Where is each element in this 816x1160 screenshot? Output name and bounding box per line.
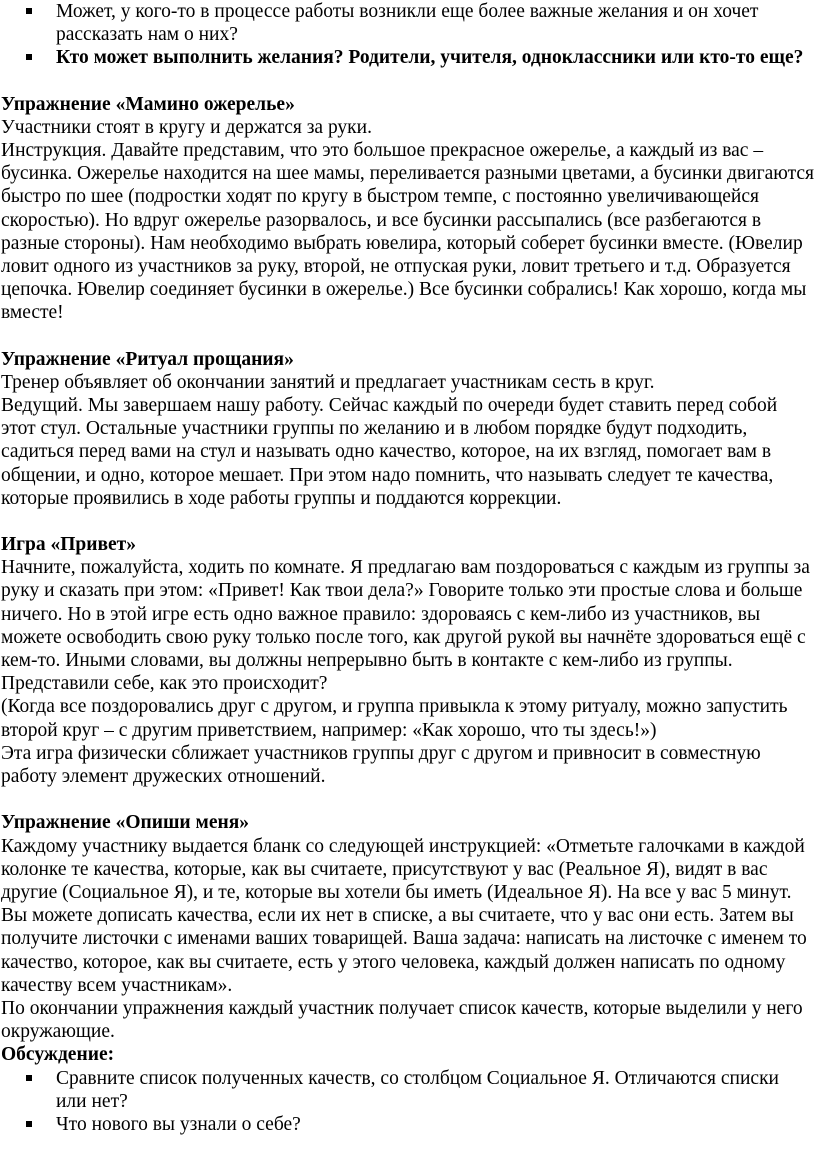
list-item-text: Может, у кого-то в процессе работы возникли еще более важные желания и он хочет рассказать нам о них? [56, 1, 759, 46]
paragraph: Эта игра физически сближает участников группы друг с другом и привносит в совместную работу элемент дружеских отношений. [1, 742, 761, 788]
list-item [0, 46, 816, 69]
list-item-text: Кто может выполнить желания? Родители, учителя, одноклассники или кто-то еще? [56, 47, 804, 69]
list-item-text: Что нового вы узнали о себе? [56, 1113, 301, 1135]
paragraph: Инструкция. Давайте представим, что это большое прекрасное ожерелье, а каждый из вас – бусинка. Ожерелье находится на шее мамы, переливается разными цветами, а бусинки двигаются быстро по шее (подростки ходят по кругу в быстром темпе, с постоянно увеличивающейся скоростью). Но вдруг ожерелье разорвалось, и все бусинки рассыпались (все разбегаются в разные стороны). Нам необходимо выбрать ювелира, который соберет бусинки вместе. (Ювелир ловит одного из участников за руку, второй, не отпуская руки, ловит третьего и т.д. Образуется цепочка. Ювелир соединяет бусинки в ожерелье.) Все бусинки собрались! Как хорошо, когда мы вместе! [1, 140, 814, 324]
list-item [0, 1113, 816, 1136]
discussion-bullet-list [0, 1067, 816, 1137]
paragraph: Каждому участнику выдается бланк со следующей инструкцией: «Отметьте галочками в каждой колонке те качества, которые, как вы считаете, присутствуют у вас (Реальное Я), видят в вас другие (Социальное Я), и те, которые вы хотели бы иметь (Идеальное Я). На все у вас 5 минут. Вы можете дописать качества, если их нет в списке, а вы считаете, что у вас они есть. Затем вы получите листочки с именами ваших товарищей. Ваша задача: написать на листочке с именем то качество, которое, как вы считаете, есть у этого человека, каждый должен написать по одному качеству всем участникам». [1, 835, 807, 996]
exercise-heading: Упражнение «Мамино ожерелье» [1, 93, 295, 115]
paragraph: Тренер объявляет об окончании занятий и предлагает участникам сесть в круг. [1, 371, 655, 393]
intro-bullet-list [0, 0, 816, 70]
square-bullet-icon [26, 54, 32, 60]
paragraph: (Когда все поздоровались друг с другом, и группа привыкла к этому ритуалу, можно запустить второй круг – с другим приветствием, например: «Как хорошо, что ты здесь!») [1, 696, 788, 741]
discussion-heading: Обсуждение: [1, 1044, 115, 1066]
paragraph: Участники стоят в кругу и держатся за руки. [1, 116, 372, 138]
exercise-heading: Упражнение «Опиши меня» [1, 812, 250, 834]
list-item [0, 0, 816, 46]
square-bullet-icon [26, 8, 32, 14]
paragraph: По окончании упражнения каждый участник получает список качеств, которые выделили у него окружающие. [1, 997, 803, 1043]
square-bullet-icon [26, 1121, 32, 1127]
paragraph: Начните, пожалуйста, ходить по комнате. Я предлагаю вам поздороваться с каждым из группы за руку и сказать при этом: «Привет! Как твои дела?» Говорите только эти простые слова и больше ничего. Но в этой игре есть одно важное правило: здороваясь с кем-либо из участников, вы можете освободить свою руку только после того, как другой рукой вы начнёте здороваться ещё с кем-то. Иными словами, вы должны непрерывно быть в контакте с кем-либо из группы. Представили себе, как это происходит? [1, 557, 810, 695]
list-item-text: Сравните список полученных качеств, со столбцом Социальное Я. Отличаются списки или нет? [56, 1067, 779, 1112]
exercise-heading: Игра «Привет» [1, 534, 137, 556]
square-bullet-icon [26, 1075, 32, 1081]
exercise-heading: Упражнение «Ритуал прощания» [1, 348, 294, 370]
list-item [0, 1067, 816, 1113]
paragraph: Ведущий. Мы завершаем нашу работу. Сейчас каждый по очереди будет ставить перед собой этот стул. Остальные участники группы по желанию и в любом порядке будут подходить, садиться перед вами на стул и называть одно качество, которое, на их взгляд, помогает вам в общении, и одно, которое мешает. При этом надо помнить, что называть следует те качества, которые проявились в ходе работы группы и поддаются коррекции. [1, 395, 778, 509]
